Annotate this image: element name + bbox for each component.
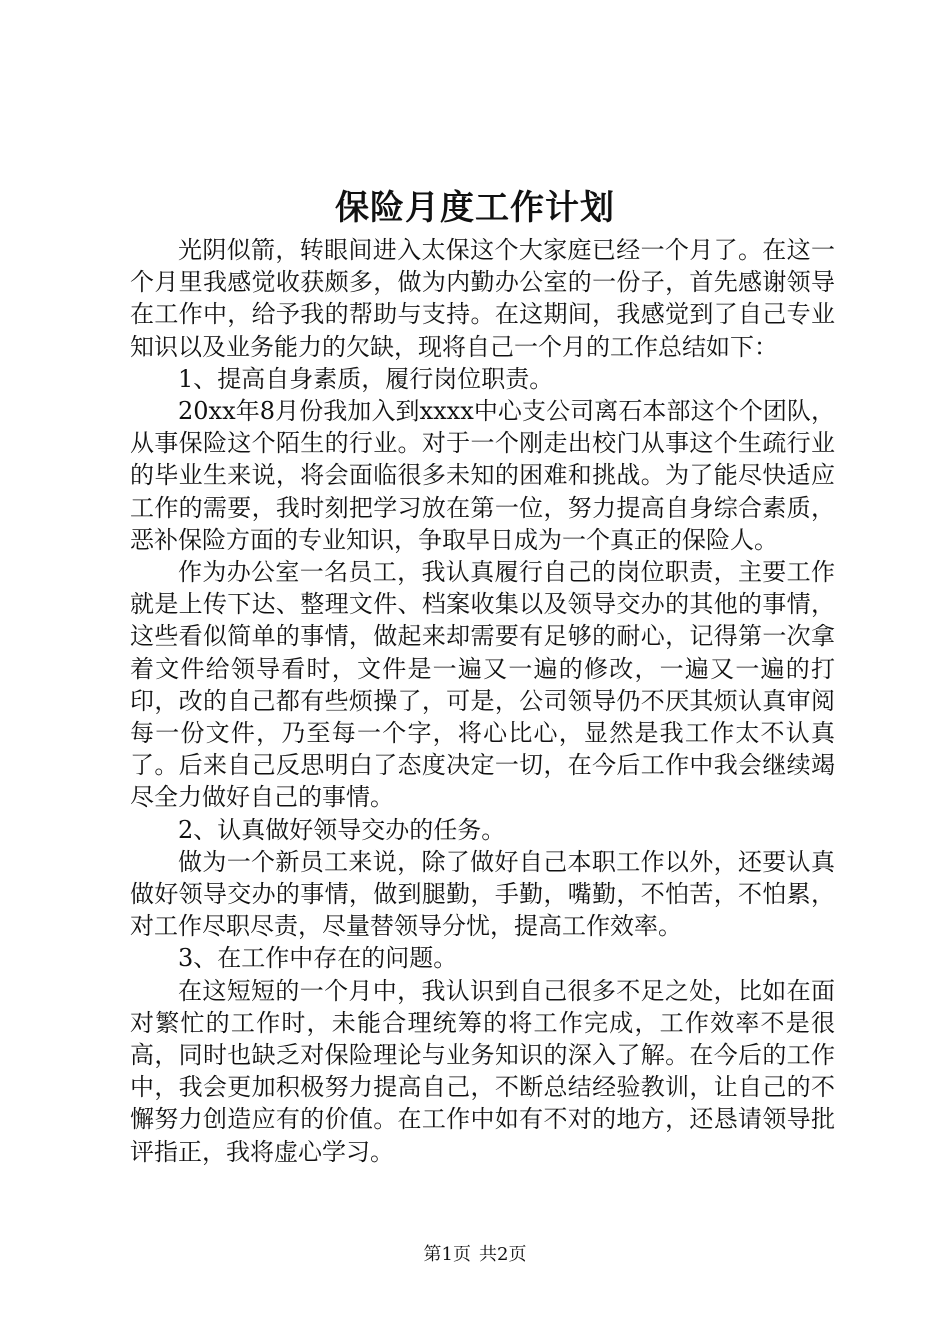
paragraph-intro: 光阴似箭，转眼间进入太保这个大家庭已经一个月了。在这一个月里我感觉收获颇多，做为内勤办公室的一份子，首先感谢领导在工作中，给予我的帮助与支持。在这期间，我感觉到了自己专业知识以及业务能力的欠缺，现将自己一个月的工作总结如下： (130, 236, 835, 361)
section-heading-3: 3、在工作中存在的问题。 (178, 944, 458, 973)
paragraph-section-3: 在这短短的一个月中，我认识到自己很多不足之处，比如在面对繁忙的工作时，未能合理统筹的将工作完成，工作效率不是很高，同时也缺乏对保险理论与业务知识的深入了解。在今后的工作中，我会更加积极努力提高自己，不断总结经验教训，让自己的不懈努力创造应有的价值。在工作中如有不对的地方，还恳请领导批评指正，我将虚心学习。 (130, 976, 835, 1166)
section-heading-1: 1、提高自身素质，履行岗位职责。 (178, 364, 554, 393)
paragraph-section-1a: 20xx年8月份我加入到xxxx中心支公司离石本部这个个团队，从事保险这个陌生的行业。对于一个刚走出校门从事这个生疏行业的毕业生来说，将会面临很多未知的困难和挑战。为了能尽快适应工作的需要，我时刻把学习放在第一位，努力提高自身综合素质，恶补保险方面的专业知识，争取早日成为一个真正的保险人。 (130, 397, 835, 554)
page-footer (0, 1241, 950, 1269)
document-title: 保险月度工作计划 (335, 188, 615, 228)
section-heading-2: 2、认真做好领导交办的任务。 (178, 815, 506, 844)
paragraph-section-2: 做为一个新员工来说，除了做好自己本职工作以外，还要认真做好领导交办的事情，做到腿勤，手勤，嘴勤，不怕苦，不怕累，对工作尽职尽责，尽量替领导分忧，提高工作效率。 (130, 847, 835, 941)
page-number: 第1页 (423, 1244, 471, 1265)
paragraph-section-1b: 作为办公室一名员工，我认真履行自己的岗位职责，主要工作就是上传下达、整理文件、档案收集以及领导交办的其他的事情，这些看似简单的事情，做起来却需要有足够的耐心，记得第一次拿着文件给领导看时，文件是一遍又一遍的修改，一遍又一遍的打印，改的自己都有些烦操了，可是，公司领导仍不厌其烦认真审阅每一份文件，乃至每一个字，将心比心，显然是我工作太不认真了。后来自己反思明白了态度决定一切，在今后工作中我会继续竭尽全力做好自己的事情。 (130, 558, 835, 812)
document-body (130, 234, 835, 1168)
page-total: 共2页 (479, 1244, 527, 1265)
